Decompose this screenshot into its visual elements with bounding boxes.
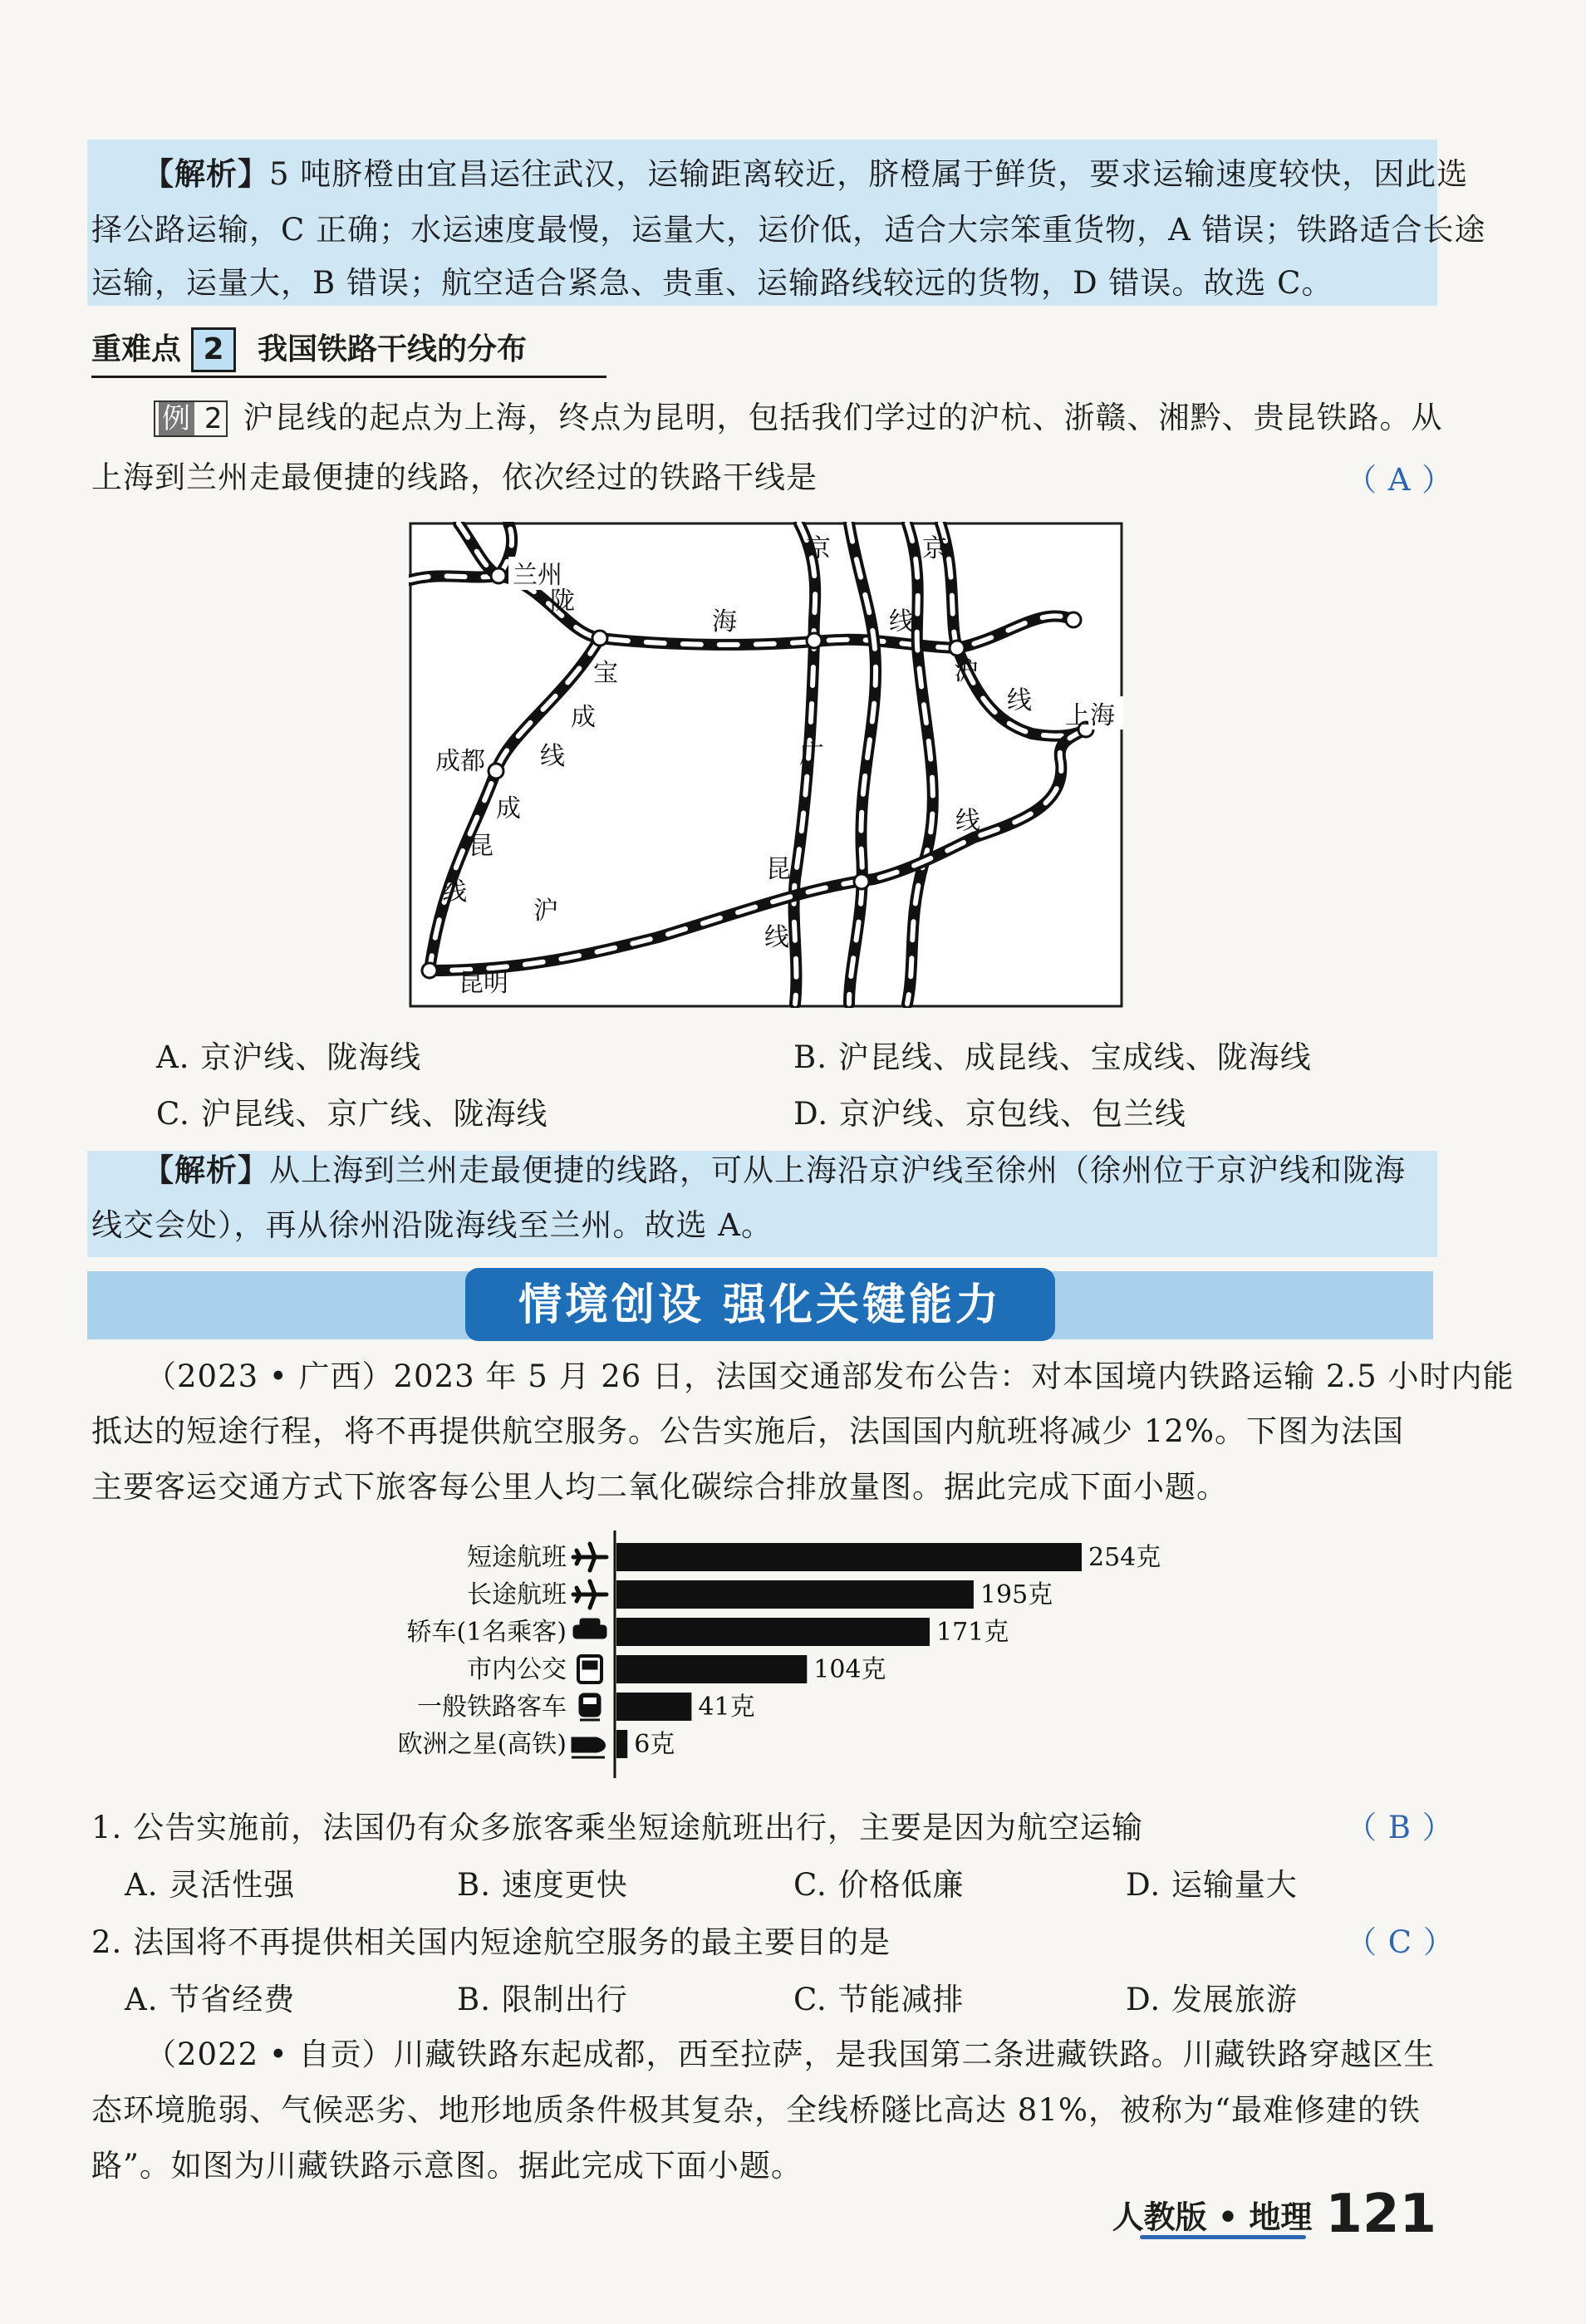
plane-icon-1 bbox=[573, 1581, 606, 1608]
passage-1-line-1: （2023 • 广西）2023 年 5 月 26 日，法国交通部发布公告：对本国境内铁路运输 2.5 小时内能 bbox=[145, 1359, 1515, 1394]
passage-1-line-2: 抵达的短途行程，将不再提供航空服务。公告实施后，法国国内航班将减少 12%。下图为法国 bbox=[91, 1413, 1404, 1449]
page-number: 121 bbox=[1325, 2184, 1436, 2245]
keypoint-label: 重难点 bbox=[91, 332, 182, 366]
map-label-long: 陇 bbox=[550, 587, 575, 616]
question-1-answer: （ B ） bbox=[1346, 1810, 1454, 1845]
bar-value-label-1: 195克 bbox=[980, 1580, 1053, 1609]
map-label-xian-2: 线 bbox=[1007, 686, 1032, 715]
city-label-shanghai: 上海 bbox=[1065, 701, 1115, 730]
city-marker-xuzhou bbox=[950, 641, 965, 656]
passage-2-line-1: （2022 • 自贡）川藏铁路东起成都，西至拉萨，是我国第二条进藏铁路。川藏铁路穿越区生 bbox=[145, 2037, 1436, 2072]
passage-1-line-3: 主要客运交通方式下旅客每公里人均二氧化碳综合排放量图。据此完成下面小题。 bbox=[91, 1469, 1228, 1505]
keypoint-heading bbox=[91, 326, 527, 372]
question-1-option-a: A. 灵活性强 bbox=[125, 1867, 296, 1903]
city-marker-lanzhou bbox=[491, 568, 506, 583]
train-icon-4 bbox=[579, 1693, 601, 1720]
highspeed-train-icon-5 bbox=[572, 1737, 606, 1757]
keypoint-title: 我国铁路干线的分布 bbox=[258, 332, 528, 366]
city-label-kunming: 昆明 bbox=[459, 969, 508, 998]
question-1-stem: 1. 公告实施前，法国仍有众多旅客乘坐短途航班出行，主要是因为航空运输 bbox=[91, 1810, 1144, 1845]
city-marker-lianyungang bbox=[1066, 612, 1081, 627]
city-marker-kunming bbox=[422, 963, 437, 978]
question-1-option-b: B. 速度更快 bbox=[457, 1867, 628, 1903]
example-2-option-c: C. 沪昆线、京广线、陇海线 bbox=[156, 1096, 548, 1132]
city-marker-zhuzhou bbox=[854, 874, 869, 889]
example-2-option-a: A. 京沪线、陇海线 bbox=[156, 1039, 422, 1075]
bar-1 bbox=[616, 1580, 974, 1609]
map-label-hu-1: 沪 bbox=[954, 657, 979, 686]
car-icon-2 bbox=[573, 1619, 606, 1639]
category-label-5: 欧洲之星(高铁) bbox=[397, 1730, 567, 1759]
city-label-chengdu: 成都 bbox=[435, 747, 485, 776]
map-label-hu-2: 沪 bbox=[533, 897, 558, 926]
bar-value-label-3: 104克 bbox=[813, 1655, 886, 1684]
analysis-1-line-1: 【解析】5 吨脐橙由宜昌运往武汉，运输距离较近，脐橙属于鲜货，要求运输速度较快，因此选 bbox=[143, 155, 1469, 192]
bar-value-label-4: 41克 bbox=[698, 1693, 755, 1722]
analysis-2-line-2: 线交会处），再从徐州沿陇海线至兰州。故选 A。 bbox=[91, 1207, 773, 1243]
analysis-2-line-1: 【解析】从上海到兰州走最便捷的线路，可从上海沿京沪线至徐州（徐州位于京沪线和陇海 bbox=[143, 1152, 1406, 1188]
analysis-1-line-2: 择公路运输，C 正确；水运速度最慢，运量大，运价低，适合大宗笨重货物，A 错误；铁路适合长途 bbox=[91, 212, 1486, 248]
bar-value-label-0: 254克 bbox=[1088, 1543, 1161, 1572]
bar-4 bbox=[616, 1693, 691, 1721]
question-2-option-a: A. 节省经费 bbox=[125, 1982, 296, 2017]
plane-icon-0 bbox=[573, 1544, 606, 1570]
passage-2-line-3: 路”。如图为川藏铁路示意图。据此完成下面小题。 bbox=[91, 2148, 803, 2184]
publisher-label: 人教版 • 地理 bbox=[1112, 2199, 1313, 2236]
heading-underline bbox=[91, 376, 606, 378]
map-label-guang: 广 bbox=[799, 740, 824, 769]
city-marker-chengdu bbox=[489, 764, 503, 779]
emission-bar-chart bbox=[366, 1529, 1205, 1778]
keypoint-number: 2 bbox=[191, 327, 236, 372]
map-label-hai: 海 bbox=[712, 607, 737, 636]
map-label-jing-1: 京 bbox=[806, 534, 831, 563]
map-label-xian-5: 线 bbox=[955, 807, 980, 836]
section-banner-title: 情境创设 强化关键能力 bbox=[518, 1280, 1003, 1330]
bar-0 bbox=[616, 1543, 1082, 1571]
city-marker-baoji bbox=[592, 631, 607, 646]
footer-underline bbox=[1140, 2235, 1306, 2239]
category-label-0: 短途航班 bbox=[467, 1543, 567, 1572]
bus-icon-3 bbox=[578, 1656, 602, 1683]
bar-2 bbox=[616, 1618, 930, 1646]
category-label-1: 长途航班 bbox=[467, 1580, 567, 1609]
map-label-xian-3: 线 bbox=[540, 742, 565, 771]
question-2-option-d: D. 发展旅游 bbox=[1126, 1982, 1298, 2017]
map-label-bao: 宝 bbox=[593, 659, 618, 688]
map-label-cheng-2: 成 bbox=[496, 794, 521, 823]
example-2-line-1: 例 2 沪昆线的起点为上海，终点为昆明，包括我们学过的沪杭、浙赣、湘黔、贵昆铁路。从 bbox=[154, 399, 1442, 437]
railway-map bbox=[409, 522, 1123, 1008]
example-2-option-d: D. 京沪线、京包线、包兰线 bbox=[793, 1096, 1186, 1132]
map-label-kun-1: 昆 bbox=[469, 832, 493, 861]
question-1-option-d: D. 运输量大 bbox=[1126, 1867, 1298, 1903]
question-2-option-b: B. 限制出行 bbox=[457, 1982, 628, 2017]
example-2-line-2: 上海到兰州走最便捷的线路，依次经过的铁路干线是 bbox=[91, 459, 818, 495]
example-tag: 例 2 bbox=[154, 400, 228, 437]
city-label-lanzhou: 兰州 bbox=[513, 561, 562, 590]
map-label-kun-2: 昆 bbox=[766, 855, 791, 884]
map-label-jing-2: 京 bbox=[922, 534, 947, 563]
analysis-label-2: 【解析】 bbox=[143, 1152, 269, 1188]
example-2-answer: （ A ） bbox=[1346, 462, 1454, 498]
passage-2-line-2: 态环境脆弱、气候恶劣、地形地质条件极其复杂，全线桥隧比高达 81%，被称为“最难修建的铁 bbox=[91, 2092, 1421, 2128]
question-2-answer: （ C ） bbox=[1346, 1924, 1455, 1960]
analysis-label: 【解析】 bbox=[143, 155, 269, 192]
bar-value-label-2: 171克 bbox=[936, 1618, 1009, 1647]
category-label-3: 市内公交 bbox=[467, 1655, 567, 1684]
map-label-cheng-1: 成 bbox=[571, 703, 596, 732]
question-1-option-c: C. 价格低廉 bbox=[793, 1867, 965, 1903]
city-marker-zhengzhou bbox=[807, 633, 822, 648]
example-2-option-b: B. 沪昆线、成昆线、宝成线、陇海线 bbox=[793, 1039, 1312, 1075]
category-label-4: 一般铁路客车 bbox=[417, 1693, 567, 1722]
map-label-xian-4: 线 bbox=[442, 877, 467, 907]
bar-3 bbox=[616, 1655, 807, 1683]
map-label-xian-1: 线 bbox=[889, 607, 914, 636]
map-label-xian-6: 线 bbox=[764, 923, 789, 952]
question-2-option-c: C. 节能减排 bbox=[793, 1982, 965, 2017]
category-label-2: 轿车(1名乘客) bbox=[406, 1618, 567, 1647]
analysis-1-line-3: 运输，运量大，B 错误；航空适合紧急、贵重、运输路线较远的货物，D 错误。故选 C。 bbox=[91, 265, 1333, 301]
question-2-stem: 2. 法国将不再提供相关国内短途航空服务的最主要目的是 bbox=[91, 1924, 891, 1960]
bar-5 bbox=[616, 1730, 627, 1758]
bar-value-label-5: 6克 bbox=[634, 1730, 675, 1759]
